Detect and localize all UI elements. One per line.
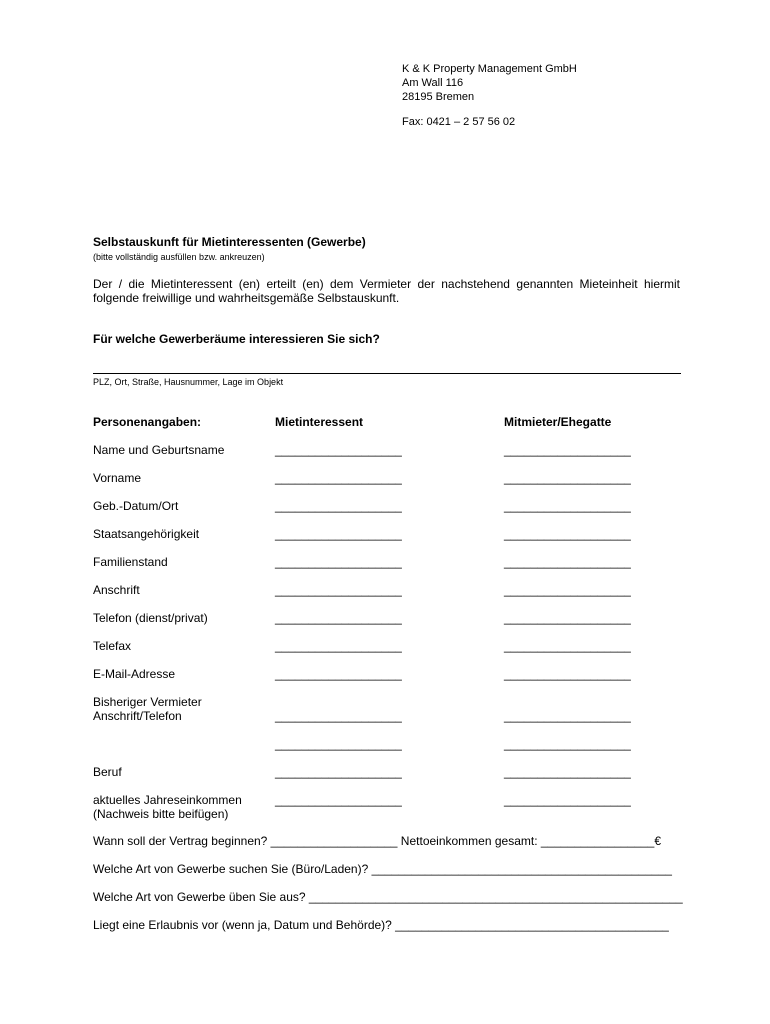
column-header-applicant: Mietinteressent (275, 415, 364, 429)
intro-paragraph: Der / die Mietinteressent (en) erteilt (en) dem Vermieter der nachstehend genannten Mieteinheit hiermit folgende freiwillige und wahrheitsgemäße Selbstauskunft. (93, 277, 680, 305)
co-tenant-marital-status-field[interactable]: ___________________ (504, 555, 631, 569)
property-address-field[interactable] (93, 373, 681, 374)
applicant-previous-landlord-field[interactable]: ___________________ (275, 709, 402, 723)
co-tenant-address-field[interactable]: ___________________ (504, 583, 631, 597)
applicant-occupation-field[interactable]: ___________________ (275, 765, 402, 779)
property-question: Für welche Gewerberäume interessieren Sie sich? (93, 332, 380, 346)
row-label-first-name: Vorname (93, 471, 142, 485)
applicant-email-field[interactable]: ___________________ (275, 667, 402, 681)
sender-street: Am Wall 116 (402, 77, 464, 89)
co-tenant-email-field[interactable]: ___________________ (504, 667, 631, 681)
row-label-address: Anschrift (93, 583, 140, 597)
applicant-marital-status-field[interactable]: ___________________ (275, 555, 402, 569)
co-tenant-phone-field[interactable]: ___________________ (504, 611, 631, 625)
applicant-birth-field[interactable]: ___________________ (275, 499, 402, 513)
applicant-previous-landlord-field-2[interactable]: ___________________ (275, 737, 402, 751)
applicant-name-field[interactable]: ___________________ (275, 443, 402, 457)
applicant-first-name-field[interactable]: ___________________ (275, 471, 402, 485)
row-label-previous-landlord-contact: Anschrift/Telefon (93, 709, 182, 723)
row-label-annual-income: aktuelles Jahreseinkommen (93, 793, 242, 807)
sender-fax: Fax: 0421 – 2 57 56 02 (402, 116, 516, 128)
applicant-income-field[interactable]: ___________________ (275, 793, 402, 807)
co-tenant-fax-field[interactable]: ___________________ (504, 639, 631, 653)
row-label-fax: Telefax (93, 639, 132, 653)
co-tenant-previous-landlord-field[interactable]: ___________________ (504, 709, 631, 723)
co-tenant-birth-field[interactable]: ___________________ (504, 499, 631, 513)
row-label-phone: Telefon (dienst/privat) (93, 611, 208, 625)
applicant-nationality-field[interactable]: ___________________ (275, 527, 402, 541)
permit-question[interactable]: Liegt eine Erlaubnis vor (wenn ja, Datum und Behörde)? _________________________________________ (93, 918, 669, 932)
co-tenant-name-field[interactable]: ___________________ (504, 443, 631, 457)
contract-start-question[interactable]: Wann soll der Vertrag beginnen? ___________________ Nettoeinkommen gesamt: _________________€ (93, 834, 661, 848)
section-heading-personal-data: Personenangaben: (93, 415, 202, 429)
co-tenant-previous-landlord-field-2[interactable]: ___________________ (504, 737, 631, 751)
business-type-practiced-question[interactable]: Welche Art von Gewerbe üben Sie aus? ________________________________________________________ (93, 890, 683, 904)
row-label-nationality: Staatsangehörigkeit (93, 527, 200, 541)
sender-address (402, 62, 577, 129)
row-label-occupation: Beruf (93, 765, 122, 779)
applicant-address-field[interactable]: ___________________ (275, 583, 402, 597)
sender-company: K & K Property Management GmbH (402, 63, 577, 75)
applicant-fax-field[interactable]: ___________________ (275, 639, 402, 653)
row-label-previous-landlord: Bisheriger Vermieter (93, 695, 202, 709)
co-tenant-nationality-field[interactable]: ___________________ (504, 527, 631, 541)
sender-city: 28195 Bremen (402, 91, 475, 103)
form-subtitle: (bitte vollständig ausfüllen bzw. ankreuzen) (93, 252, 265, 262)
applicant-phone-field[interactable]: ___________________ (275, 611, 402, 625)
row-label-name: Name und Geburtsname (93, 443, 225, 457)
row-label-marital-status: Familienstand (93, 555, 168, 569)
co-tenant-occupation-field[interactable]: ___________________ (504, 765, 631, 779)
row-label-income-proof-note: (Nachweis bitte beifügen) (93, 807, 229, 821)
business-type-sought-question[interactable]: Welche Art von Gewerbe suchen Sie (Büro/Laden)? _____________________________________________ (93, 862, 672, 876)
row-label-email: E-Mail-Adresse (93, 667, 176, 681)
form-title: Selbstauskunft für Mietinteressenten (Gewerbe) (93, 235, 366, 249)
row-label-birth: Geb.-Datum/Ort (93, 499, 179, 513)
property-address-caption: PLZ, Ort, Straße, Hausnummer, Lage im Objekt (93, 377, 284, 387)
column-header-co-tenant: Mitmieter/Ehegatte (504, 415, 612, 429)
co-tenant-first-name-field[interactable]: ___________________ (504, 471, 631, 485)
co-tenant-income-field[interactable]: ___________________ (504, 793, 631, 807)
